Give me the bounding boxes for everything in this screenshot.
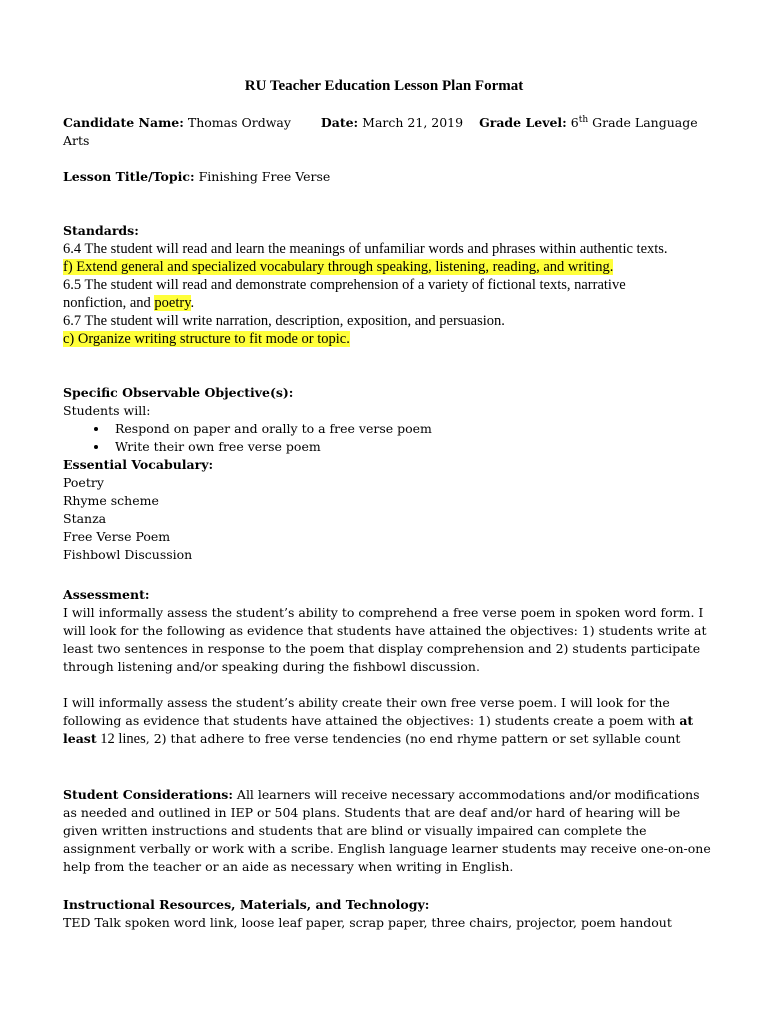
considerations-text: All learners will receive necessary accommodations and/or modifications as needed and outlined in IEP or 504 plans. Students that are deaf and/or hard of hearing will be given written instructions and students that are blind or visually impaired can complete the assignment verbally or work with a scribe. English language learner students may receive one-on-one help from the teacher or an aide as necessary when writing in English. xyxy=(63,787,711,874)
list-item: Stanza xyxy=(63,511,107,526)
candidate-value: Thomas Ordway xyxy=(187,115,291,130)
highlight-poetry: poetry xyxy=(154,295,191,311)
grade-num: 6 xyxy=(570,115,579,130)
date-value: March 21, 2019 xyxy=(362,115,464,130)
standard-6-7-c: c) Organize writing structure to fit mode or topic. xyxy=(63,331,350,347)
standard-6-5-line1: 6.5 The student will read and demonstrate comprehension of a variety of fictional texts, narrative xyxy=(63,277,626,293)
standard-6-4: 6.4 The student will read and learn the meanings of unfamiliar words and phrases within authentic texts. xyxy=(63,241,668,257)
assessment-section xyxy=(63,586,713,748)
lesson-value: Finishing Free Verse xyxy=(198,169,331,184)
objectives-intro: Students will: xyxy=(63,403,151,418)
lesson-title-row xyxy=(63,168,713,186)
list-item: • Write their own free verse poem xyxy=(109,438,713,456)
candidate-label: Candidate Name: xyxy=(63,115,184,130)
standards-list xyxy=(63,240,713,348)
date-label: Date: xyxy=(320,115,359,130)
grade-cont: Arts xyxy=(63,133,90,148)
objectives-section xyxy=(63,384,713,564)
resources-heading: Instructional Resources, Materials, and Technology: xyxy=(63,897,430,912)
resources-text: TED Talk spoken word link, loose leaf paper, scrap paper, three chairs, projector, poem handout xyxy=(63,915,672,930)
vocabulary-heading: Essential Vocabulary: xyxy=(63,457,214,472)
resources-section xyxy=(63,896,713,932)
considerations-section xyxy=(63,786,713,876)
standard-6-7: 6.7 The student will write narration, description, exposition, and persuasion. xyxy=(63,313,505,329)
grade-sup: th xyxy=(578,114,589,125)
list-item: Free Verse Poem xyxy=(63,529,171,544)
list-item: Rhyme scheme xyxy=(63,493,159,508)
lesson-label: Lesson Title/Topic: xyxy=(63,169,195,184)
standard-6-5-line2: nonfiction, and poetry. xyxy=(63,295,195,311)
assessment-paragraph-2: I will informally assess the student’s ability create their own free verse poem. I will look for the following as evidence that students have attained the objectives: 1) students create a poem with at least 12 lines, 2) that adhere to free verse tendencies (no end rhyme pattern or set syllable count xyxy=(63,695,694,747)
considerations-label: Student Considerations: xyxy=(63,787,233,802)
standards-heading: Standards: xyxy=(63,223,139,238)
assessment-paragraph-1: I will informally assess the student’s ability to comprehend a free verse poem in spoken word form. I will look for the following as evidence that students have attained the objectives: 1) students write at least two sentences in response to the poem that display comprehension and 2) students participate through listening and/or speaking during the fishbowl discussion. xyxy=(63,605,707,674)
grade-label: Grade Level: xyxy=(479,115,567,130)
assessment-heading: Assessment: xyxy=(63,587,150,602)
list-item: Fishbowl Discussion xyxy=(63,547,193,562)
grade-rest: Grade Language xyxy=(592,115,698,130)
objectives-list xyxy=(63,420,713,456)
list-item: Poetry xyxy=(63,475,104,490)
list-item: • Respond on paper and orally to a free verse poem xyxy=(109,420,713,438)
document-title: RU Teacher Education Lesson Plan Format xyxy=(244,78,524,94)
candidate-info xyxy=(63,114,713,150)
objectives-heading: Specific Observable Objective(s): xyxy=(63,385,294,400)
standard-6-4-f: f) Extend general and specialized vocabulary through speaking, listening, reading, and writing. xyxy=(63,259,614,275)
